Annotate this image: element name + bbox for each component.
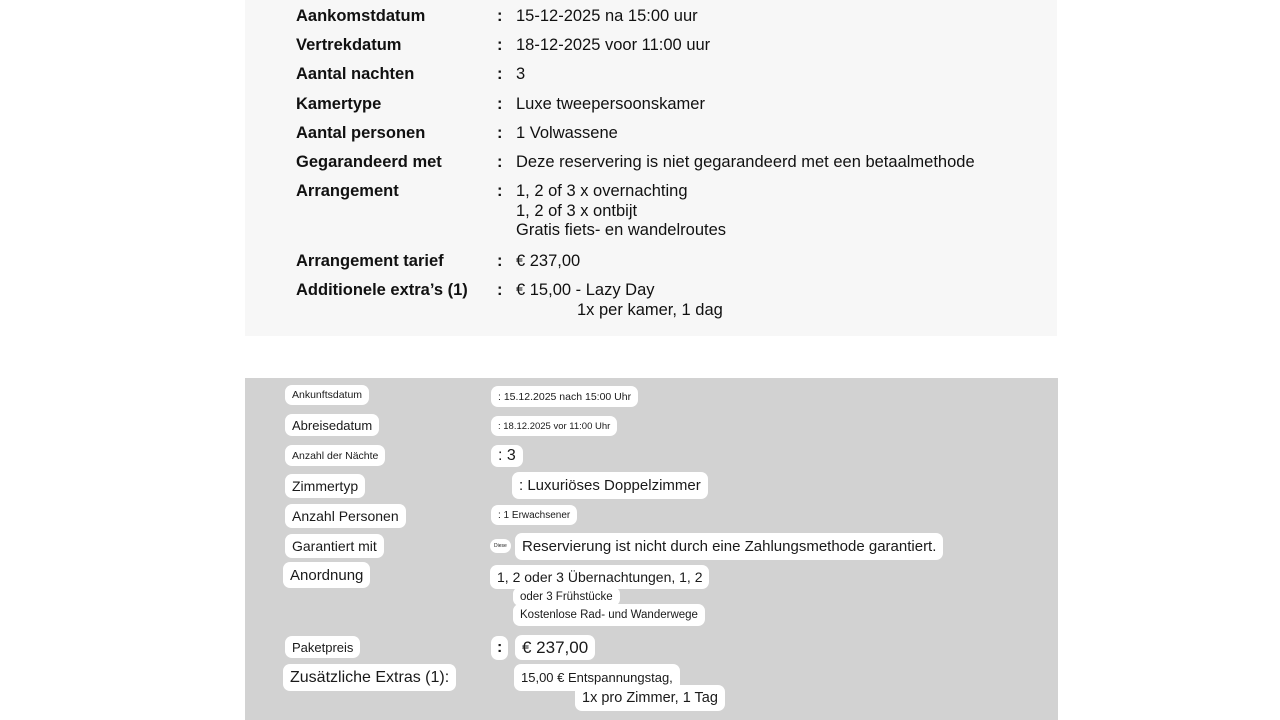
- row-value: [516, 95, 705, 115]
- row-colon: :: [497, 124, 503, 142]
- value-line: 1, 2 of 3 x overnachting: [516, 182, 688, 200]
- nights-label: Anzahl der Nächte: [285, 445, 385, 466]
- row-label: Kamertype: [296, 95, 382, 113]
- row-value: [516, 124, 618, 144]
- arrival-date-label: Ankunftsdatum: [285, 385, 369, 405]
- row-colon: :: [497, 153, 503, 171]
- extras-label: Zusätzliche Extras (1):: [283, 664, 456, 691]
- departure-date-value: : 18.12.2025 vor 11:00 Uhr: [491, 416, 617, 436]
- row-colon: :: [497, 7, 503, 25]
- row-colon: :: [497, 182, 503, 200]
- package-line-3: Kostenlose Rad- und Wanderwege: [513, 604, 705, 626]
- row-label: Additionele extra’s (1): [296, 281, 468, 299]
- value-line: Gratis fiets- en wandelroutes: [516, 221, 727, 239]
- package-line-1: 1, 2 oder 3 Übernachtungen, 1, 2: [490, 565, 709, 589]
- value-line: € 237,00: [516, 252, 581, 270]
- guaranteed-label: Garantiert mit: [285, 534, 384, 558]
- row-colon: :: [497, 65, 503, 83]
- room-type-label: Zimmertyp: [285, 474, 365, 498]
- row-value: [516, 252, 580, 272]
- value-line: 1, 2 of 3 x ontbijt: [516, 201, 638, 220]
- extras-line-1: 15,00 € Entspannungstag,: [514, 664, 680, 691]
- value-line: 1x per kamer, 1 dag: [577, 300, 723, 319]
- row-colon: :: [497, 281, 503, 299]
- room-type-value: : Luxuriöses Doppelzimmer: [512, 472, 708, 499]
- arrival-date-value: : 15.12.2025 nach 15:00 Uhr: [491, 386, 638, 407]
- value-line: 3: [516, 65, 526, 83]
- package-price-value: € 237,00: [515, 635, 595, 660]
- row-value: [516, 182, 726, 241]
- nights-value: : 3: [491, 445, 523, 467]
- persons-label: Anzahl Personen: [285, 504, 406, 528]
- package-line-2: oder 3 Frühstücke: [513, 587, 620, 606]
- row-label: Arrangement tarief: [296, 252, 444, 270]
- row-value: [516, 7, 698, 27]
- row-value: [516, 281, 723, 320]
- departure-date-label: Abreisedatum: [285, 414, 379, 436]
- row-label: Aantal personen: [296, 124, 426, 142]
- row-value: [516, 65, 525, 85]
- row-colon: :: [497, 36, 503, 54]
- persons-value: : 1 Erwachsener: [491, 505, 577, 525]
- guaranteed-value: Reservierung ist nicht durch eine Zahlungsmethode garantiert.: [515, 533, 943, 560]
- package-price-label: Paketpreis: [285, 636, 360, 658]
- value-line: Deze reservering is niet gegarandeerd met een betaalmethode: [516, 153, 975, 171]
- guaranteed-prefix: Diese: [490, 539, 511, 553]
- row-label: Arrangement: [296, 182, 399, 200]
- row-colon: :: [497, 252, 503, 270]
- value-line: € 15,00 - Lazy Day: [516, 281, 655, 299]
- row-label: Gegarandeerd met: [296, 153, 442, 171]
- row-value: [516, 153, 975, 173]
- row-colon: :: [497, 95, 503, 113]
- row-label: Aantal nachten: [296, 65, 415, 83]
- value-line: 18-12-2025 voor 11:00 uur: [516, 36, 711, 54]
- row-value: [516, 36, 710, 56]
- value-line: Luxe tweepersoonskamer: [516, 95, 705, 113]
- extras-line-2: 1x pro Zimmer, 1 Tag: [575, 685, 725, 711]
- value-line: 15-12-2025 na 15:00 uur: [516, 7, 698, 25]
- reservation-details-translated: [245, 378, 1058, 720]
- row-label: Vertrekdatum: [296, 36, 402, 54]
- reservation-details-original: [245, 0, 1057, 336]
- value-line: 1 Volwassene: [516, 124, 618, 142]
- package-price-colon: :: [491, 636, 508, 660]
- row-label: Aankomstdatum: [296, 7, 426, 25]
- package-label: Anordnung: [283, 562, 370, 588]
